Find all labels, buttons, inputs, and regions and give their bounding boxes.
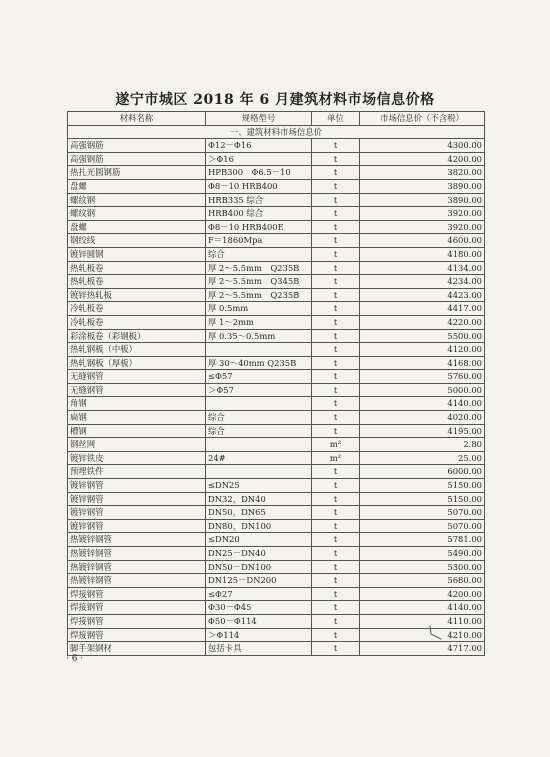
table-row: [68, 261, 485, 275]
table-row: [68, 411, 485, 425]
spec-cell: 厚 1～2mm: [206, 315, 312, 329]
table-row: [68, 397, 485, 411]
spec-cell: 厚 2～5.5mm Q235B: [206, 261, 312, 275]
table-row: [68, 275, 485, 289]
table-row: [68, 207, 485, 221]
material-name-cell: 高强钢筋: [68, 152, 206, 166]
table-row: [68, 302, 485, 316]
unit-cell: t: [312, 139, 360, 153]
table-row: [68, 587, 485, 601]
spec-cell: ≤DN20: [206, 533, 312, 547]
unit-cell: t: [312, 207, 360, 221]
price-cell: 4417.00: [360, 302, 485, 316]
price-cell: 2.80: [360, 438, 485, 452]
material-name-cell: 镀锌热轧板: [68, 288, 206, 302]
spec-cell: HRB335 综合: [206, 193, 312, 207]
unit-cell: t: [312, 492, 360, 506]
table-row: [68, 614, 485, 628]
price-cell: 4717.00: [360, 642, 485, 656]
table-row: [68, 383, 485, 397]
column-header-name: 材料名称: [68, 112, 206, 126]
page-number: · 6 ·: [66, 654, 84, 664]
price-cell: 4220.00: [360, 315, 485, 329]
pen-check-mark: [427, 622, 445, 642]
spec-cell: Φ8－10 HRB400: [206, 179, 312, 193]
material-name-cell: 无缝钢管: [68, 370, 206, 384]
table-row: [68, 193, 485, 207]
table-row: [68, 315, 485, 329]
price-cell: 4134.00: [360, 261, 485, 275]
material-name-cell: 热轧钢板（厚板）: [68, 356, 206, 370]
spec-cell: DN25－DN40: [206, 547, 312, 561]
price-cell: 4200.00: [360, 587, 485, 601]
price-cell: 4140.00: [360, 397, 485, 411]
unit-cell: t: [312, 424, 360, 438]
price-cell: 3820.00: [360, 166, 485, 180]
material-name-cell: 焊接钢管: [68, 628, 206, 642]
table-row: [68, 343, 485, 357]
spec-cell: DN50－DN100: [206, 560, 312, 574]
spec-cell: ＞Φ114: [206, 628, 312, 642]
price-cell: 3920.00: [360, 220, 485, 234]
table-header-row: [68, 112, 485, 126]
spec-cell: HPB300 Φ6.5－10: [206, 166, 312, 180]
table-row: [68, 370, 485, 384]
price-cell: 4200.00: [360, 152, 485, 166]
unit-cell: t: [312, 220, 360, 234]
section-row: [68, 125, 485, 139]
material-name-cell: 钢绞线: [68, 234, 206, 248]
material-name-cell: 槽钢: [68, 424, 206, 438]
spec-cell: [206, 343, 312, 357]
unit-cell: t: [312, 560, 360, 574]
price-cell: 3920.00: [360, 207, 485, 221]
unit-cell: t: [312, 628, 360, 642]
unit-cell: m²: [312, 451, 360, 465]
price-cell: 5150.00: [360, 492, 485, 506]
price-cell: 3890.00: [360, 179, 485, 193]
material-name-cell: 盘螺: [68, 179, 206, 193]
table-row: [68, 152, 485, 166]
unit-cell: t: [312, 193, 360, 207]
price-cell: 4423.00: [360, 288, 485, 302]
material-name-cell: 镀锌钢管: [68, 506, 206, 520]
spec-cell: Φ8－10 HRB400E: [206, 220, 312, 234]
material-name-cell: 热轧板卷: [68, 275, 206, 289]
material-name-cell: 脚手架钢材: [68, 642, 206, 656]
material-name-cell: 冷轧板卷: [68, 302, 206, 316]
table-row: [68, 451, 485, 465]
spec-cell: [206, 465, 312, 479]
table-row: [68, 506, 485, 520]
unit-cell: t: [312, 587, 360, 601]
unit-cell: t: [312, 383, 360, 397]
spec-cell: F＝1860Mpa: [206, 234, 312, 248]
column-header-unit: 单位: [312, 112, 360, 126]
spec-cell: DN50，DN65: [206, 506, 312, 520]
price-cell: 5070.00: [360, 506, 485, 520]
material-name-cell: 预埋铁件: [68, 465, 206, 479]
table-row: [68, 234, 485, 248]
spec-cell: 综合: [206, 247, 312, 261]
price-cell: 6000.00: [360, 465, 485, 479]
unit-cell: t: [312, 179, 360, 193]
material-name-cell: 热镀锌钢管: [68, 547, 206, 561]
material-name-cell: 角钢: [68, 397, 206, 411]
price-cell: 5781.00: [360, 533, 485, 547]
spec-cell: ≤DN25: [206, 479, 312, 493]
unit-cell: t: [312, 315, 360, 329]
price-cell: 4210.00: [360, 628, 485, 642]
spec-cell: ＞Φ57: [206, 383, 312, 397]
spec-cell: HRB400 综合: [206, 207, 312, 221]
page-title: 遂宁市城区 2018 年 6 月建筑材料市场信息价格: [115, 92, 435, 108]
table-row: [68, 139, 485, 153]
price-cell: 3890.00: [360, 193, 485, 207]
price-cell: 4120.00: [360, 343, 485, 357]
spec-cell: Φ30－Φ45: [206, 601, 312, 615]
material-name-cell: 焊接钢管: [68, 614, 206, 628]
price-cell: 4020.00: [360, 411, 485, 425]
table-row: [68, 601, 485, 615]
table-row: [68, 642, 485, 656]
spec-cell: 厚 30～40mm Q235B: [206, 356, 312, 370]
spec-cell: ≤Φ27: [206, 587, 312, 601]
material-name-cell: 镀锌铁皮: [68, 451, 206, 465]
price-cell: 5760.00: [360, 370, 485, 384]
price-cell: 4180.00: [360, 247, 485, 261]
material-name-cell: 高强钢筋: [68, 139, 206, 153]
spec-cell: 包括卡具: [206, 642, 312, 656]
unit-cell: t: [312, 356, 360, 370]
price-cell: 4234.00: [360, 275, 485, 289]
material-name-cell: 镀锌圆钢: [68, 247, 206, 261]
table-row: [68, 220, 485, 234]
table-row: [68, 329, 485, 343]
section-title: 一、建筑材料市场信息价: [68, 125, 485, 139]
material-name-cell: 镀锌钢管: [68, 479, 206, 493]
table-row: [68, 479, 485, 493]
price-cell: 4300.00: [360, 139, 485, 153]
spec-cell: [206, 397, 312, 411]
spec-cell: [206, 438, 312, 452]
material-name-cell: 热扎光圆钢筋: [68, 166, 206, 180]
material-name-cell: 镀锌钢管: [68, 492, 206, 506]
spec-cell: 厚 0.5mm: [206, 302, 312, 316]
material-name-cell: 螺纹钢: [68, 193, 206, 207]
price-cell: 5000.00: [360, 383, 485, 397]
table-row: [68, 519, 485, 533]
table-row: [68, 465, 485, 479]
table-body: [68, 125, 485, 655]
material-name-cell: 盘螺: [68, 220, 206, 234]
table-row: [68, 356, 485, 370]
material-name-cell: 钢丝网: [68, 438, 206, 452]
table-row: [68, 492, 485, 506]
table-row: [68, 547, 485, 561]
material-name-cell: 热轧钢板（中板）: [68, 343, 206, 357]
price-cell: 4140.00: [360, 601, 485, 615]
material-name-cell: 热镀锌钢管: [68, 560, 206, 574]
unit-cell: t: [312, 302, 360, 316]
unit-cell: t: [312, 411, 360, 425]
material-name-cell: 热镀锌钢管: [68, 533, 206, 547]
unit-cell: t: [312, 329, 360, 343]
unit-cell: t: [312, 152, 360, 166]
unit-cell: t: [312, 479, 360, 493]
price-cell: 4110.00: [360, 614, 485, 628]
price-cell: 4195.00: [360, 424, 485, 438]
table-row: [68, 179, 485, 193]
price-cell: 4168.00: [360, 356, 485, 370]
material-name-cell: 热镀锌钢管: [68, 574, 206, 588]
table-row: [68, 438, 485, 452]
material-name-cell: 螺纹钢: [68, 207, 206, 221]
spec-cell: 综合: [206, 424, 312, 438]
material-name-cell: 焊接钢管: [68, 601, 206, 615]
table-row: [68, 574, 485, 588]
table-row: [68, 166, 485, 180]
unit-cell: t: [312, 234, 360, 248]
spec-cell: Φ50－Φ114: [206, 614, 312, 628]
price-table: [67, 111, 485, 656]
column-header-price: 市场信息价（不含税）: [360, 112, 485, 126]
material-name-cell: 冷轧板卷: [68, 315, 206, 329]
unit-cell: t: [312, 370, 360, 384]
unit-cell: t: [312, 642, 360, 656]
spec-cell: 24#: [206, 451, 312, 465]
spec-cell: 厚 2～5.5mm Q235B: [206, 288, 312, 302]
price-cell: 5500.00: [360, 329, 485, 343]
unit-cell: m²: [312, 438, 360, 452]
spec-cell: 厚 2～5.5mm Q345B: [206, 275, 312, 289]
unit-cell: t: [312, 519, 360, 533]
spec-cell: ≤Φ57: [206, 370, 312, 384]
price-cell: 5070.00: [360, 519, 485, 533]
price-cell: 4600.00: [360, 234, 485, 248]
table-row: [68, 424, 485, 438]
spec-cell: DN125－DN200: [206, 574, 312, 588]
unit-cell: t: [312, 247, 360, 261]
unit-cell: t: [312, 506, 360, 520]
unit-cell: t: [312, 275, 360, 289]
material-name-cell: 彩涂板卷（彩钢板）: [68, 329, 206, 343]
spec-cell: DN32，DN40: [206, 492, 312, 506]
material-name-cell: 扁钢: [68, 411, 206, 425]
price-cell: 5680.00: [360, 574, 485, 588]
unit-cell: t: [312, 533, 360, 547]
spec-cell: 厚 0.35～0.5mm: [206, 329, 312, 343]
table-row: [68, 628, 485, 642]
table-row: [68, 288, 485, 302]
spec-cell: DN80，DN100: [206, 519, 312, 533]
material-name-cell: 热轧板卷: [68, 261, 206, 275]
column-header-spec: 规格型号: [206, 112, 312, 126]
unit-cell: t: [312, 547, 360, 561]
unit-cell: t: [312, 574, 360, 588]
price-cell: 25.00: [360, 451, 485, 465]
unit-cell: t: [312, 166, 360, 180]
price-cell: 5490.00: [360, 547, 485, 561]
unit-cell: t: [312, 601, 360, 615]
unit-cell: t: [312, 614, 360, 628]
unit-cell: t: [312, 397, 360, 411]
material-name-cell: 焊接钢管: [68, 587, 206, 601]
unit-cell: t: [312, 343, 360, 357]
material-name-cell: 镀锌钢管: [68, 519, 206, 533]
material-name-cell: 无缝钢管: [68, 383, 206, 397]
price-cell: 5150.00: [360, 479, 485, 493]
unit-cell: t: [312, 261, 360, 275]
price-cell: 5300.00: [360, 560, 485, 574]
unit-cell: t: [312, 465, 360, 479]
spec-cell: 综合: [206, 411, 312, 425]
table-row: [68, 533, 485, 547]
unit-cell: t: [312, 288, 360, 302]
table-row: [68, 247, 485, 261]
spec-cell: ＞Φ16: [206, 152, 312, 166]
spec-cell: Φ12－Φ16: [206, 139, 312, 153]
table-row: [68, 560, 485, 574]
